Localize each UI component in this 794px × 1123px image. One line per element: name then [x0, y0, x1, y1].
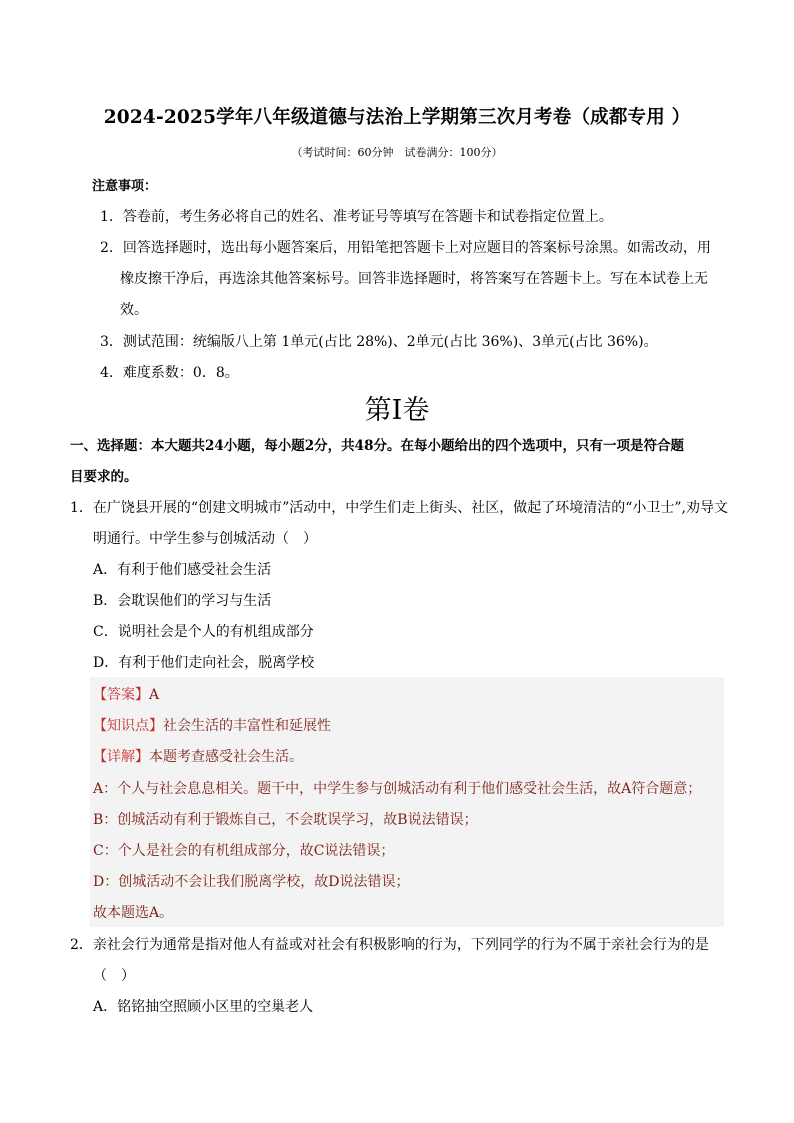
section-heading: 一、选择题：本大题共24小题，每小题2分，共48分。在每小题给出的四个选项中，只有一项是符合题: [70, 438, 684, 454]
option-c: C．说明社会是个人的有机组成部分: [93, 624, 314, 640]
notice-text: 难度系数：0．8。: [122, 365, 239, 381]
notice-item: [100, 206, 613, 226]
page-title: 2024-2025学年八年级道德与法治上学期第三次月考卷（成都专用 ）: [103, 107, 691, 128]
notice-num: 4．: [100, 365, 123, 381]
option-a: A．有利于他们感受社会生活: [93, 562, 272, 578]
question-text: 在广饶县开展的“创建文明城市”活动中，中学生们走上街头、社区，做起了环境清洁的“小卫士”,劝导文: [92, 500, 728, 516]
analysis-line: C：个人是社会的有机组成部分，故C说法错误；: [93, 843, 395, 859]
question-number: 1．: [70, 500, 93, 516]
knowledge-tag: 【知识点】: [93, 718, 163, 734]
notice-text-cont: 效。: [120, 302, 148, 318]
notice-label: 注意事项：: [92, 179, 158, 194]
detail-tag: 【详解】: [93, 749, 149, 765]
question-text: 亲社会行为通常是指对他人有益或对社会有积极影响的行为，下列同学的行为不属于亲社会行为的是: [92, 937, 709, 953]
volume-title: 第Ⅰ卷: [364, 395, 430, 426]
notice-text: 答卷前，考生务必将自己的姓名、准考证号等填写在答题卡和试卷指定位置上。: [122, 209, 613, 225]
notice-num: 3．: [100, 334, 123, 350]
question-text-cont: 明通行。中学生参与创城活动（ ）: [93, 531, 317, 547]
notice-item: [100, 237, 711, 257]
analysis-line: A：个人与社会息息相关。题干中，中学生参与创城活动有利于他们感受社会生活，故A符合题意；: [93, 781, 702, 797]
notice-num: 2．: [100, 240, 123, 256]
question-stem: [70, 934, 709, 954]
option-a: A．铭铭抽空照顾小区里的空巢老人: [93, 999, 314, 1015]
notice-text: 测试范围：统编版八上第 1单元(占比 28%)、2单元(占比 36%)、3单元(占比 36%)。: [122, 334, 658, 350]
detail-line: [93, 746, 303, 766]
knowledge-line: [93, 715, 331, 735]
answer-value: A: [149, 687, 160, 703]
exam-info: （考试时间：60分钟 试卷满分：100分）: [291, 146, 503, 159]
notice-item: [100, 331, 658, 351]
notice-text: 回答选择题时，选出每小题答案后，用铅笔把答题卡上对应题目的答案标号涂黑。如需改动，用: [122, 240, 711, 256]
notice-item: [100, 362, 239, 382]
section-heading-cont: 目要求的。: [70, 469, 138, 485]
knowledge-value: 社会生活的丰富性和延展性: [163, 718, 331, 734]
analysis-line: B：创城活动有利于锻炼自己，不会耽误学习，故B说法错误；: [93, 812, 478, 828]
question-number: 2．: [70, 937, 93, 953]
analysis-conclusion: 故本题选A。: [93, 905, 174, 921]
detail-value: 本题考查感受社会生活。: [149, 749, 303, 765]
answer-line: [93, 684, 159, 704]
notice-num: 1．: [100, 209, 123, 225]
notice-text-cont: 橡皮擦干净后，再选涂其他答案标号。回答非选择题时，将答案写在答题卡上。写在本试卷上无: [120, 271, 708, 287]
option-b: B．会耽误他们的学习与生活: [93, 593, 272, 609]
answer-tag: 【答案】: [93, 687, 149, 703]
analysis-line: D：创城活动不会让我们脱离学校，故D说法错误；: [93, 874, 410, 890]
option-d: D．有利于他们走向社会，脱离学校: [93, 655, 315, 671]
question-stem: [70, 497, 728, 517]
question-text-cont: （ ）: [93, 968, 135, 984]
